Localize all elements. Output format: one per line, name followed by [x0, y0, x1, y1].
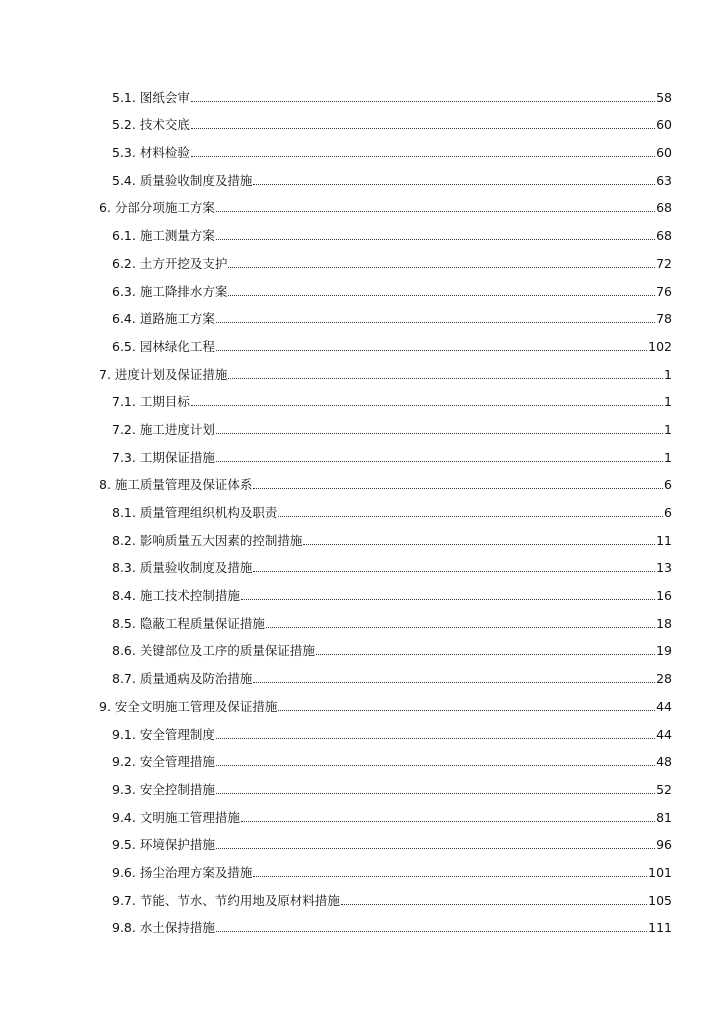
toc-entry-title: [112, 339, 215, 354]
toc-entry-number: 6.5.: [112, 338, 136, 354]
toc-entry-title: [112, 284, 227, 299]
toc-entry-label: 节能、节水、节约用地及原材料措施: [139, 892, 340, 908]
toc-page-number: 76: [656, 283, 672, 299]
toc-entry-number: 5.4.: [112, 172, 136, 188]
dot-leader: [216, 930, 647, 932]
toc-entry-label: 分部分项施工方案: [114, 200, 215, 216]
toc-entry[interactable]: [0, 714, 724, 742]
toc-entry-title: [112, 117, 190, 132]
toc-entry-title: [112, 727, 215, 742]
toc-entry-title: [112, 588, 240, 603]
toc-entry-number: 9.3.: [112, 781, 136, 797]
toc-entry-title: [112, 505, 277, 520]
toc-entry-label: 质量验收制度及措施: [139, 172, 253, 188]
dot-leader: [191, 127, 655, 129]
toc-entry[interactable]: [0, 492, 724, 520]
toc-entry-label: 图纸会审: [139, 89, 190, 105]
dot-leader: [216, 460, 663, 462]
dot-leader: [191, 100, 655, 102]
toc-entry-label: 安全管理措施: [139, 754, 215, 770]
toc-page-number: 60: [656, 117, 672, 133]
toc-entry-label: 工期保证措施: [139, 449, 215, 465]
toc-entry-title: [99, 367, 227, 382]
dot-leader: [216, 764, 655, 766]
toc-entry-number: 5.2.: [112, 117, 136, 133]
toc-entry-label: 施工进度计划: [139, 421, 215, 437]
toc-page-number: 48: [656, 754, 672, 770]
toc-entry-label: 质量通病及防治措施: [139, 671, 253, 687]
toc-entry-number: 6.1.: [112, 228, 136, 244]
toc-page-number: 105: [648, 892, 672, 908]
toc-entry-title: [112, 90, 190, 105]
toc-entry[interactable]: [0, 797, 724, 825]
dot-leader: [278, 709, 655, 711]
toc-entry-number: 9.: [99, 698, 111, 714]
toc-entry[interactable]: [0, 160, 724, 188]
toc-entry-label: 技术交底: [139, 117, 190, 133]
dot-leader: [228, 266, 655, 268]
dot-leader: [191, 155, 655, 157]
dot-leader: [216, 432, 663, 434]
toc-entry-title: [112, 643, 315, 658]
dot-leader: [228, 294, 655, 296]
toc-page-number: 78: [656, 311, 672, 327]
toc-entry-title: [112, 533, 302, 548]
toc-entry[interactable]: [0, 382, 724, 410]
toc-entry[interactable]: [0, 271, 724, 299]
toc-entry-number: 8.7.: [112, 671, 136, 687]
toc-entry-title: [112, 311, 215, 326]
toc-entry-title: [112, 256, 227, 271]
toc-entry-label: 工期目标: [139, 394, 190, 410]
toc-page-number: 68: [656, 200, 672, 216]
toc-page-number: 81: [656, 809, 672, 825]
dot-leader: [216, 737, 655, 739]
toc-entry-label: 文明施工管理措施: [139, 809, 240, 825]
dot-leader: [191, 404, 663, 406]
toc-entry[interactable]: [0, 354, 724, 382]
dot-leader: [341, 903, 647, 905]
toc-entry[interactable]: [0, 658, 724, 686]
toc-page-number: 101: [648, 864, 672, 880]
toc-entry-title: [112, 228, 215, 243]
toc-entry-number: 7.3.: [112, 449, 136, 465]
toc-entry[interactable]: [0, 326, 724, 354]
toc-entry-title: [112, 560, 252, 575]
toc-entry-label: 施工技术控制措施: [139, 588, 240, 604]
toc-entry-number: 9.2.: [112, 754, 136, 770]
toc-page-number: 52: [656, 781, 672, 797]
toc-entry-title: [112, 422, 215, 437]
dot-leader: [253, 183, 655, 185]
dot-leader: [216, 210, 655, 212]
toc-page-number: 63: [656, 172, 672, 188]
toc-entry-number: 8.: [99, 477, 111, 493]
toc-entry-number: 8.5.: [112, 615, 136, 631]
toc-entry-number: 8.4.: [112, 588, 136, 604]
toc-entry-label: 安全文明施工管理及保证措施: [114, 698, 278, 714]
toc-entry-title: [112, 173, 252, 188]
toc-page-number: 18: [656, 615, 672, 631]
toc-entry-number: 9.6.: [112, 864, 136, 880]
toc-entry-label: 道路施工方案: [139, 311, 215, 327]
toc-page-number: 6: [664, 477, 672, 493]
toc-page-number: 6: [664, 505, 672, 520]
toc-entry-number: 7.: [99, 366, 111, 382]
toc-entry[interactable]: [0, 880, 724, 908]
dot-leader: [266, 626, 655, 628]
toc-entry-label: 质量验收制度及措施: [139, 560, 253, 576]
toc-entry-title: [112, 837, 215, 852]
toc-entry-title: [99, 699, 277, 714]
dot-leader: [228, 377, 663, 379]
toc-entry-title: [112, 394, 190, 409]
toc-entry-label: 进度计划及保证措施: [114, 366, 228, 382]
toc-entry-title: [112, 920, 215, 935]
toc-entry-number: 6.4.: [112, 311, 136, 327]
toc-entry-title: [112, 810, 240, 825]
toc-page-number: 111: [648, 920, 672, 936]
toc-entry-title: [112, 782, 215, 797]
toc-entry[interactable]: [0, 769, 724, 797]
toc-entry[interactable]: [0, 852, 724, 880]
toc-entry-number: 9.1.: [112, 726, 136, 742]
dot-leader: [253, 681, 655, 683]
toc-entry-title: [112, 671, 252, 686]
dot-leader: [253, 570, 655, 572]
toc-entry[interactable]: [0, 77, 724, 105]
toc-entry[interactable]: [0, 825, 724, 853]
toc-entry[interactable]: [0, 742, 724, 770]
toc-entry-label: 扬尘治理方案及措施: [139, 864, 253, 880]
toc-entry-title: [112, 865, 252, 880]
toc-entry-label: 施工降排水方案: [139, 283, 228, 299]
toc-entry[interactable]: [0, 575, 724, 603]
toc-entry[interactable]: [0, 465, 724, 493]
toc-entry-label: 质量管理组织机构及职责: [139, 505, 278, 520]
toc-page-number: 44: [656, 698, 672, 714]
dot-leader: [216, 238, 655, 240]
toc-page-number: 44: [656, 726, 672, 742]
toc-entry-title: [112, 616, 265, 631]
toc-entry-number: 8.6.: [112, 643, 136, 659]
toc-entry[interactable]: [0, 603, 724, 631]
toc-entry-number: 9.4.: [112, 809, 136, 825]
toc-entry[interactable]: [0, 132, 724, 160]
toc-entry-number: 7.2.: [112, 421, 136, 437]
toc-entry-label: 安全管理制度: [139, 726, 215, 742]
toc-entry-title: [112, 893, 340, 908]
toc-entry[interactable]: [0, 215, 724, 243]
dot-leader: [216, 321, 655, 323]
toc-entry-label: 影响质量五大因素的控制措施: [139, 532, 303, 548]
toc-entry-number: 8.3.: [112, 560, 136, 576]
toc-entry-title: [99, 477, 252, 492]
toc-page-number: 102: [648, 338, 672, 354]
toc-page-number: 19: [656, 643, 672, 659]
toc-page-number: 1: [664, 394, 672, 410]
toc-entry-number: 7.1.: [112, 394, 136, 410]
toc-entry-number: 9.5.: [112, 837, 136, 853]
toc-entry-number: 8.1.: [112, 505, 136, 520]
dot-leader: [241, 820, 655, 822]
dot-leader: [253, 875, 647, 877]
dot-leader: [303, 543, 655, 545]
toc-entry[interactable]: [0, 520, 724, 548]
dot-leader: [278, 515, 663, 517]
toc-entry[interactable]: [0, 188, 724, 216]
toc-entry-title: [112, 145, 190, 160]
toc-page-number: 1: [664, 366, 672, 382]
dot-leader: [216, 792, 655, 794]
toc-page-number: 1: [664, 449, 672, 465]
toc-entry[interactable]: [0, 437, 724, 465]
toc-page-number: 58: [656, 89, 672, 105]
toc-entry-label: 施工测量方案: [139, 228, 215, 244]
toc-entry-number: 8.2.: [112, 532, 136, 548]
toc-entry-label: 水土保持措施: [139, 920, 215, 936]
toc-entry-label: 园林绿化工程: [139, 338, 215, 354]
toc-entry-label: 土方开挖及支护: [139, 255, 228, 271]
toc-entry-label: 关键部位及工序的质量保证措施: [139, 643, 315, 659]
table-of-contents: [0, 77, 724, 935]
dot-leader: [241, 598, 655, 600]
toc-entry-number: 9.7.: [112, 892, 136, 908]
toc-entry-number: 5.3.: [112, 145, 136, 161]
toc-entry-label: 施工质量管理及保证体系: [114, 477, 253, 493]
toc-entry-label: 环境保护措施: [139, 837, 215, 853]
toc-entry-label: 隐蔽工程质量保证措施: [139, 615, 265, 631]
dot-leader: [253, 487, 663, 489]
toc-entry-number: 5.1.: [112, 89, 136, 105]
toc-entry[interactable]: [0, 299, 724, 327]
toc-page-number: 68: [656, 228, 672, 244]
toc-page-number: 13: [656, 560, 672, 576]
toc-entry-number: 9.8.: [112, 920, 136, 936]
toc-entry-title: [112, 754, 215, 769]
dot-leader: [316, 653, 655, 655]
toc-page-number: 28: [656, 671, 672, 687]
toc-page-number: 60: [656, 145, 672, 161]
toc-entry-number: 6.: [99, 200, 111, 216]
toc-entry[interactable]: [0, 631, 724, 659]
toc-entry[interactable]: [0, 548, 724, 576]
dot-leader: [216, 349, 647, 351]
toc-entry-title: [99, 200, 215, 215]
toc-entry-number: 6.2.: [112, 255, 136, 271]
toc-page-number: 16: [656, 588, 672, 604]
dot-leader: [216, 847, 655, 849]
toc-entry-title: [112, 450, 215, 465]
toc-page-number: 96: [656, 837, 672, 853]
toc-entry[interactable]: [0, 105, 724, 133]
toc-entry-label: 安全控制措施: [139, 781, 215, 797]
toc-page-number: 72: [656, 255, 672, 271]
toc-entry-number: 6.3.: [112, 283, 136, 299]
toc-entry[interactable]: [0, 686, 724, 714]
toc-page-number: 1: [664, 421, 672, 437]
toc-entry[interactable]: [0, 908, 724, 936]
toc-entry-label: 材料检验: [139, 145, 190, 161]
toc-page-number: 11: [656, 532, 672, 548]
toc-entry[interactable]: [0, 243, 724, 271]
toc-entry[interactable]: [0, 409, 724, 437]
